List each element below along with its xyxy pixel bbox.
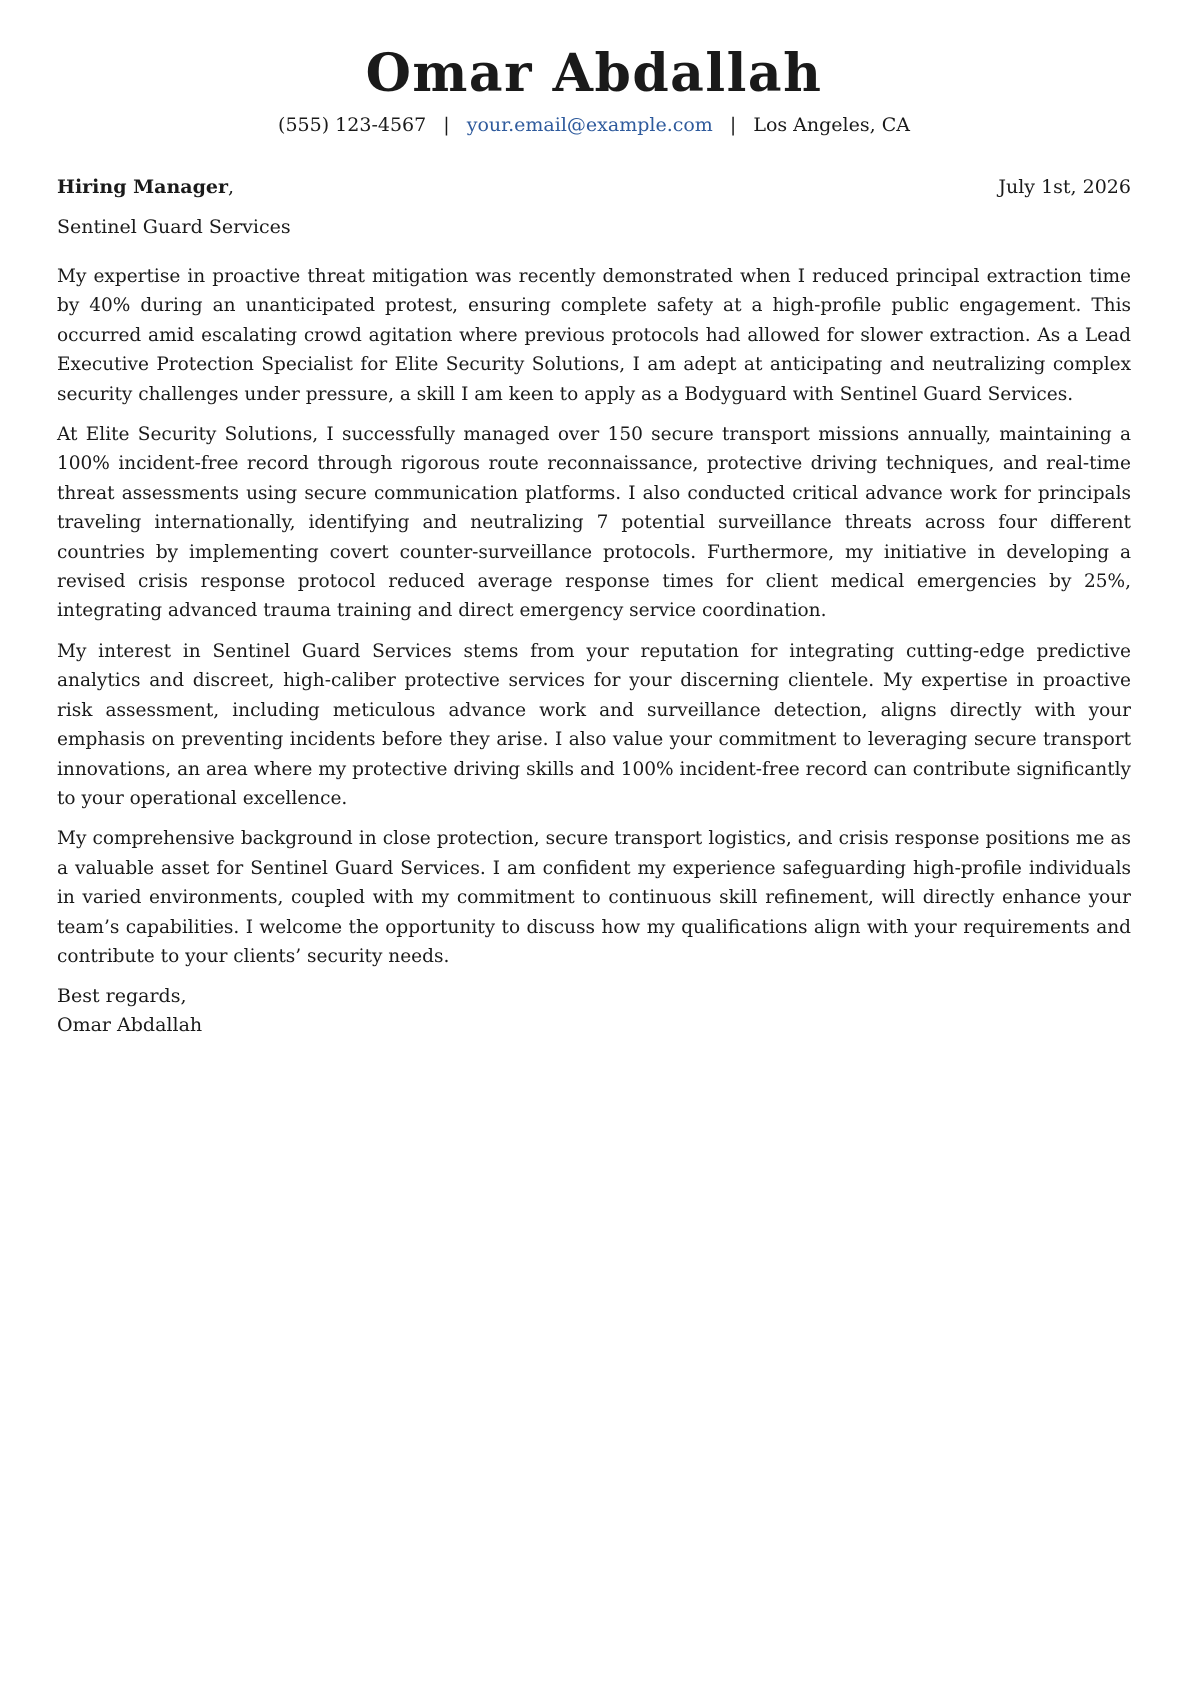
contact-separator: | [443, 114, 450, 136]
recipient-name: Hiring Manager [57, 176, 228, 198]
recipient-name-suffix: , [227, 176, 235, 198]
closing-signature: Omar Abdallah [57, 1014, 203, 1037]
location: Los Angeles, CA [753, 114, 910, 136]
recipient-greeting [57, 174, 234, 200]
body-paragraph: My expertise in proactive threat mitigation was recently demonstrated when I reduced principal extraction time by 40% during an unanticipated protest, ensuring complete safety at a high-profile public engagement. This occurred amid escalating crowd agitation where previous protocols had allowed for slower extraction. As a Lead Executive Protection Specialist for Elite Security Solutions, I am adept at anticipating and neutralizing complex security challenges under pressure, a skill I am keen to apply as a Bodyguard with Sentinel Guard Services. [57, 266, 1131, 405]
email-link[interactable]: your.email@example.com [466, 114, 713, 136]
body-paragraph: My interest in Sentinel Guard Services stems from your reputation for integrating cutting-edge predictive analytics and discreet, high-caliber protective services for your discerning clientele. My expertise in proactive risk assessment, including meticulous advance work and surveillance detection, aligns directly with your emphasis on preventing incidents before they arise. I also value your commitment to leveraging secure transport innovations, an area where my protective driving skills and 100% incident-free record can contribute significantly to your operational excellence. [57, 640, 1131, 809]
recipient-row [57, 174, 1131, 200]
letter-body [57, 262, 1131, 971]
recipient-company: Sentinel Guard Services [57, 216, 291, 238]
body-paragraph: My comprehensive background in close protection, secure transport logistics, and crisis response positions me as a valuable asset for Sentinel Guard Services. I am confident my experience safeguarding high-profile individuals in varied environments, coupled with my commitment to continuous skill refinement, will directly enhance your team’s capabilities. I welcome the opportunity to discuss how my qualifications align with your requirements and contribute to your clients’ security needs. [57, 828, 1131, 967]
contact-line [57, 112, 1131, 138]
cover-letter-page [57, 0, 1131, 1040]
applicant-name: Omar Abdallah [365, 43, 823, 104]
phone-number: (555) 123-4567 [278, 114, 427, 136]
contact-separator: | [729, 114, 737, 136]
closing-salutation: Best regards, [57, 985, 187, 1008]
body-paragraph: At Elite Security Solutions, I successfully managed over 150 secure transport missions annually, maintaining a 100% incident-free record through rigorous route reconnaissance, protective driving techniques, and real-time threat assessments using secure communication platforms. I also conducted critical advance work for principals traveling internationally, identifying and neutralizing 7 potential surveillance threats across four different countries by implementing covert counter-surveillance protocols. Furthermore, my initiative in developing a revised crisis response protocol reduced average response times for client medical emergencies by 25%, integrating advanced trauma training and direct emergency service coordination. [57, 424, 1131, 622]
letter-date: July 1st, 2026 [998, 176, 1131, 198]
letter-closing [57, 982, 1131, 1040]
